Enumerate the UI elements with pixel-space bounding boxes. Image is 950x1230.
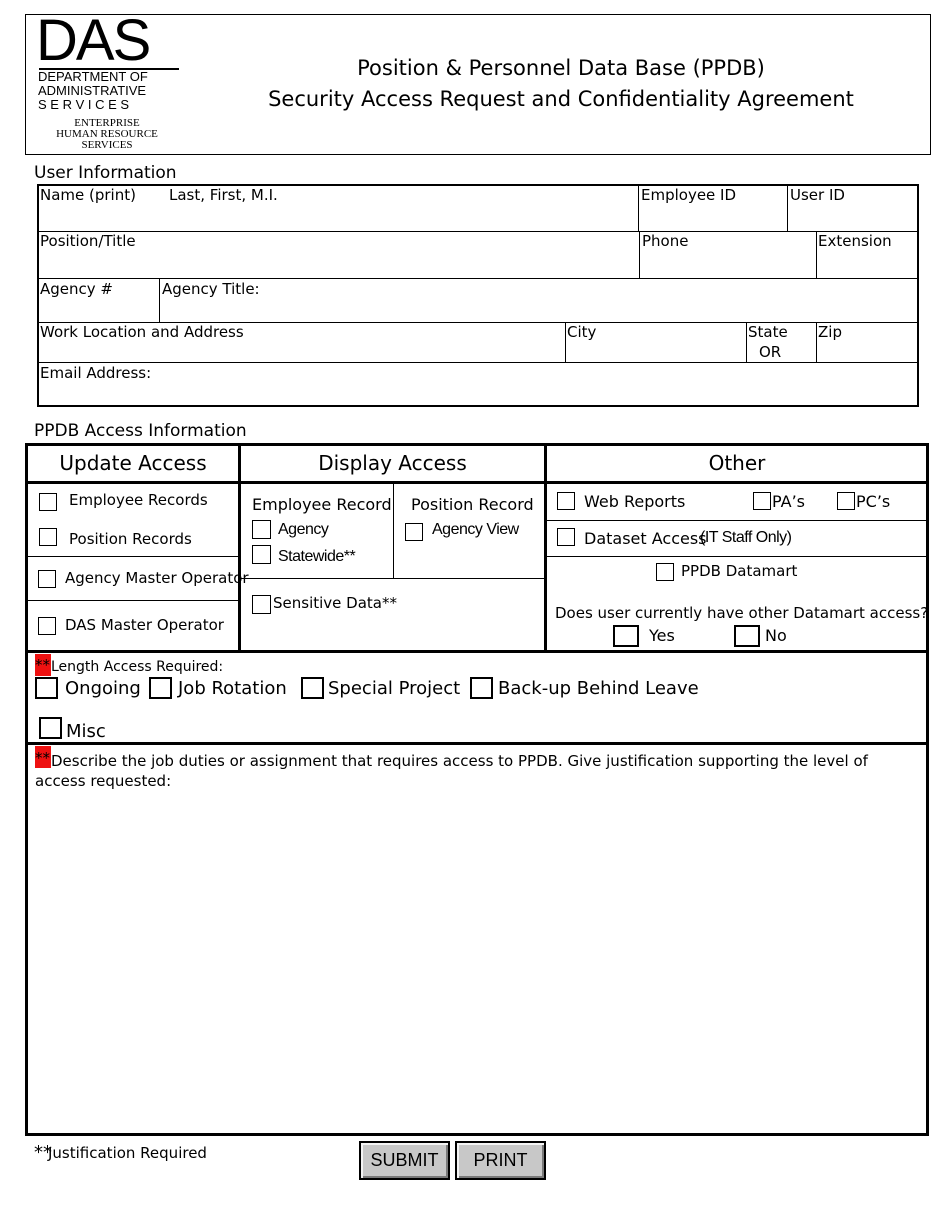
justification-prompt: Describe the job duties or assignment that requires access to PPDB. Give justification supporting the level of access requested:	[35, 752, 868, 790]
other-header: Other	[708, 451, 766, 475]
user-id-label: User ID	[790, 186, 845, 204]
other-row-line	[547, 556, 927, 557]
employee-record-header: Employee Record	[252, 495, 392, 514]
statewide-label: Statewide**	[278, 548, 356, 565]
update-row-line	[28, 556, 238, 557]
misc-checkbox[interactable]	[39, 717, 62, 739]
ui-col-line	[639, 231, 640, 278]
special-project-label: Special Project	[328, 678, 461, 699]
work-location-label: Work Location and Address	[40, 323, 244, 341]
job-rotation-checkbox[interactable]	[149, 677, 172, 699]
agency-label: Agency	[278, 521, 329, 538]
position-record-header: Position Record	[411, 495, 534, 514]
pcs-label: PC’s	[856, 492, 891, 511]
ui-row-line-4	[38, 362, 918, 363]
state-value: OR	[759, 343, 782, 361]
agency-master-operator-checkbox[interactable]	[38, 570, 56, 588]
city-label: City	[567, 323, 597, 341]
name-hint: Last, First, M.I.	[169, 186, 278, 204]
das-master-operator-checkbox[interactable]	[38, 617, 56, 635]
ui-col-line	[746, 322, 747, 362]
job-rotation-label: Job Rotation	[178, 678, 287, 699]
agency-view-label: Agency View	[432, 521, 519, 538]
agency-title-label: Agency Title:	[162, 280, 260, 298]
agency-master-operator-label: Agency Master Operator	[65, 569, 249, 587]
employee-records-checkbox[interactable]	[39, 493, 57, 511]
ui-col-line	[787, 185, 788, 231]
justification-textarea[interactable]	[30, 793, 924, 1131]
dataset-access-checkbox[interactable]	[557, 528, 575, 546]
sensitive-data-label: Sensitive Data**	[273, 594, 397, 612]
access-header-bottom	[25, 481, 929, 484]
page-title-line-2: Security Access Request and Confidentiality Agreement	[268, 87, 854, 111]
access-grid-bottom	[25, 650, 929, 653]
ui-col-line	[638, 185, 639, 231]
sensitive-data-checkbox[interactable]	[252, 595, 271, 614]
length-section-bottom	[25, 742, 929, 745]
email-label: Email Address:	[40, 364, 152, 382]
dataset-access-note: (IT Staff Only)	[700, 529, 792, 546]
position-records-checkbox[interactable]	[39, 528, 57, 546]
footer-stars: **	[34, 1142, 52, 1163]
datamart-yes-checkbox[interactable]	[613, 625, 639, 647]
datamart-yes-label: Yes	[649, 626, 675, 645]
ongoing-label: Ongoing	[65, 678, 141, 699]
user-info-title: User Information	[34, 163, 177, 183]
logo-line-6: SERVICES	[81, 139, 133, 151]
pas-checkbox[interactable]	[753, 492, 771, 510]
special-project-checkbox[interactable]	[301, 677, 324, 699]
update-access-header: Update Access	[59, 451, 207, 475]
display-inner-divider	[393, 484, 394, 578]
logo-line-1: DEPARTMENT OF	[38, 69, 148, 84]
update-row-line	[28, 600, 238, 601]
display-row-line	[241, 578, 544, 579]
footer-note: Justification Required	[48, 1144, 207, 1162]
pcs-checkbox[interactable]	[837, 492, 855, 510]
page-title-line-1: Position & Personnel Data Base (PPDB)	[357, 56, 765, 80]
ui-col-line	[816, 322, 817, 362]
statewide-checkbox[interactable]	[252, 545, 271, 564]
misc-label: Misc	[66, 721, 106, 742]
pas-label: PA’s	[772, 492, 805, 511]
ppdb-datamart-checkbox[interactable]	[656, 563, 674, 581]
datamart-question: Does user currently have other Datamart access?	[555, 604, 929, 622]
ongoing-checkbox[interactable]	[35, 677, 58, 699]
das-logo	[36, 8, 184, 154]
agency-checkbox[interactable]	[252, 520, 271, 539]
backup-behind-leave-label: Back-up Behind Leave	[498, 678, 699, 699]
ui-row-line-2	[38, 278, 918, 279]
web-reports-checkbox[interactable]	[557, 492, 575, 510]
logo-das-text: DAS	[36, 8, 150, 73]
web-reports-label: Web Reports	[584, 492, 686, 511]
ui-col-line	[565, 322, 566, 362]
submit-button[interactable]: SUBMIT	[359, 1141, 450, 1180]
ui-col-line	[159, 278, 160, 322]
length-stars: **	[35, 656, 50, 674]
ppdb-datamart-label: PPDB Datamart	[681, 562, 798, 580]
other-row-line	[547, 520, 927, 521]
ui-col-line	[816, 231, 817, 278]
name-label: Name (print)	[40, 186, 136, 204]
phone-label: Phone	[642, 232, 689, 250]
state-label: State	[748, 323, 788, 341]
backup-behind-leave-checkbox[interactable]	[470, 677, 493, 699]
position-title-label: Position/Title	[40, 232, 136, 250]
employee-id-label: Employee ID	[641, 186, 737, 204]
logo-line-5: HUMAN RESOURCE	[56, 128, 158, 140]
agency-view-checkbox[interactable]	[405, 523, 423, 541]
logo-line-2: ADMINISTRATIVE	[38, 83, 147, 98]
ui-row-line-1	[38, 231, 918, 232]
length-access-label: Length Access Required:	[51, 659, 224, 675]
logo-line-3: S E R V I C E S	[38, 97, 130, 112]
agency-number-label: Agency #	[40, 280, 113, 298]
justification-stars: **	[35, 749, 50, 767]
zip-label: Zip	[818, 323, 842, 341]
position-records-label: Position Records	[69, 530, 192, 548]
datamart-no-label: No	[765, 626, 787, 645]
extension-label: Extension	[818, 232, 892, 250]
das-master-operator-label: DAS Master Operator	[65, 616, 224, 634]
dataset-access-label: Dataset Access	[584, 529, 707, 548]
employee-records-label: Employee Records	[69, 491, 208, 509]
print-button[interactable]: PRINT	[455, 1141, 546, 1180]
access-info-title: PPDB Access Information	[34, 421, 247, 441]
datamart-no-checkbox[interactable]	[734, 625, 760, 647]
display-access-header: Display Access	[318, 451, 467, 475]
logo-line-4: ENTERPRISE	[74, 117, 140, 129]
